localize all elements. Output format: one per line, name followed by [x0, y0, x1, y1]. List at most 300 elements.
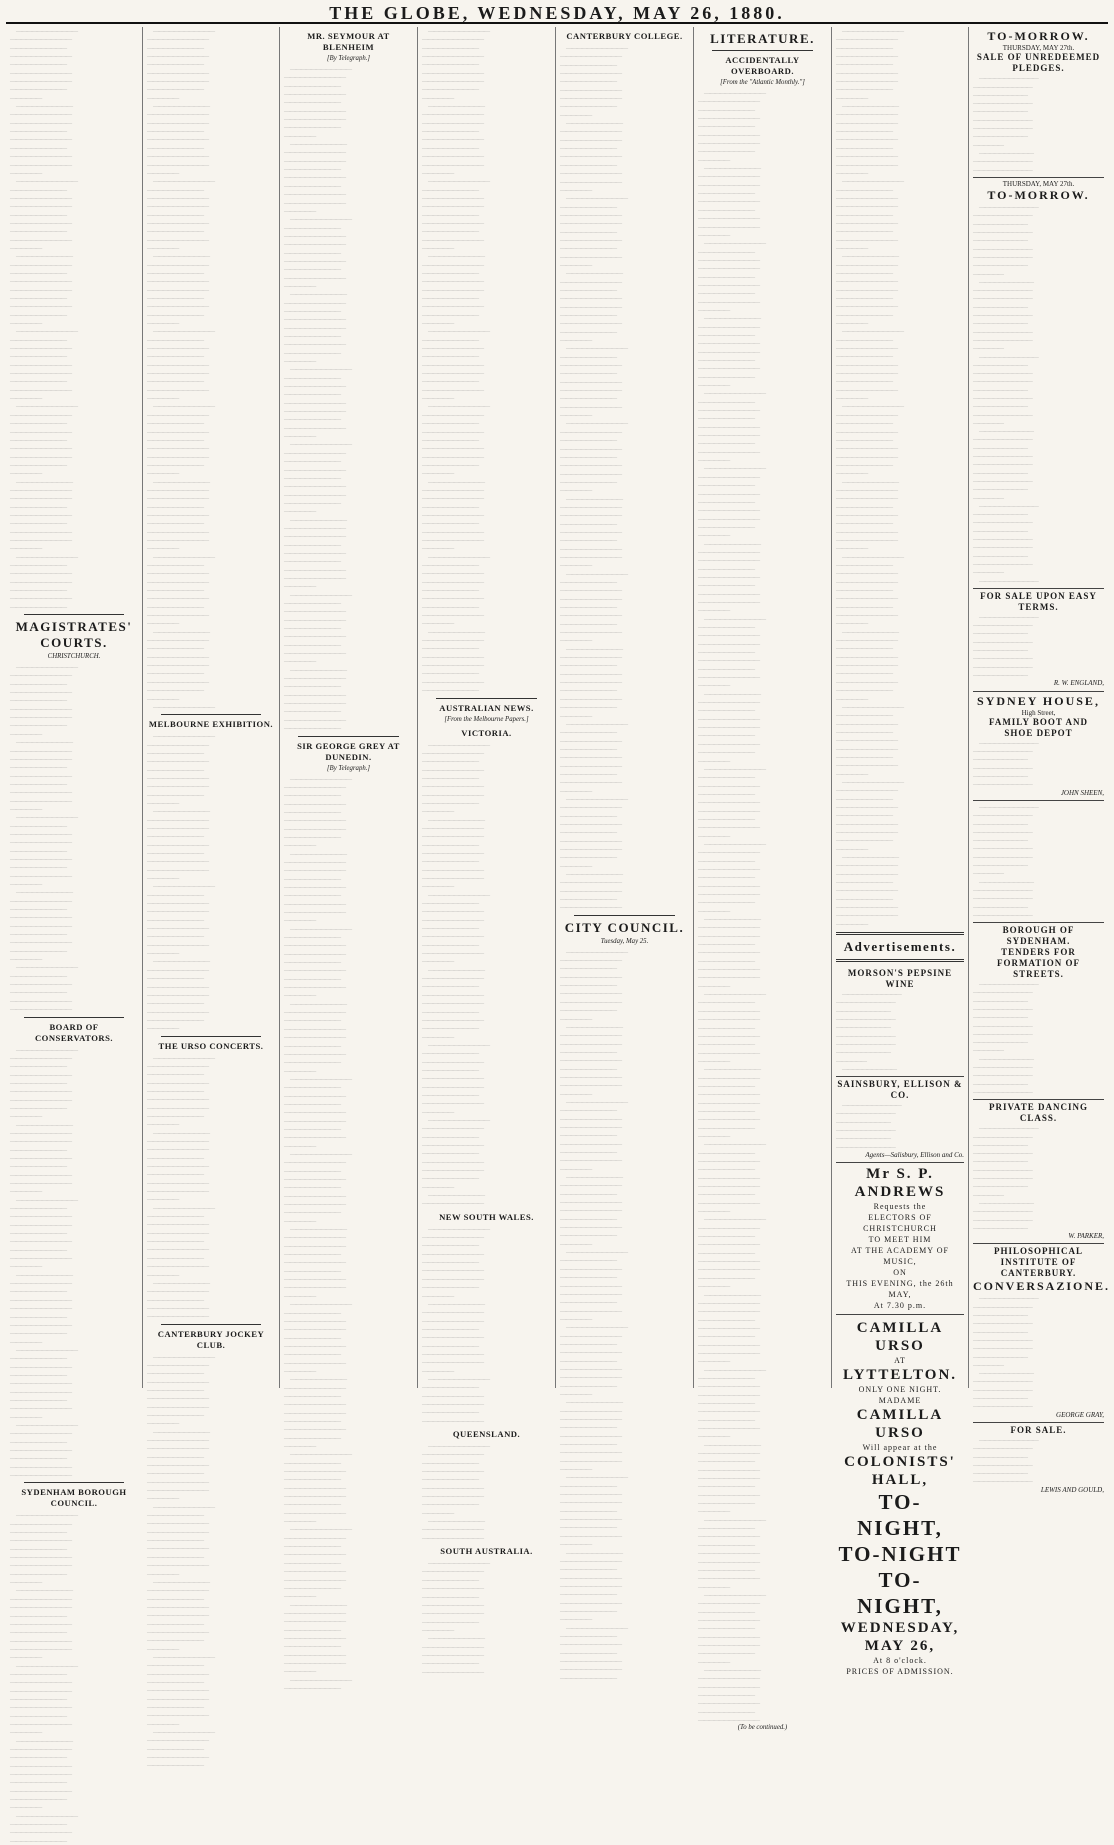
text-line: ———————————— — [153, 1728, 213, 1737]
column-text — [422, 1225, 551, 1425]
text-line: ——————————— — [147, 1552, 202, 1561]
ad-title: FOR SALE. — [1010, 1424, 1067, 1435]
text-line: ———————————— — [290, 440, 350, 449]
text-line: ———————————— — [10, 671, 70, 680]
text-line: ——————————— — [836, 878, 891, 887]
text-line: ———————————— — [428, 890, 488, 899]
text-line: ——————————— — [560, 1590, 615, 1599]
text-line: ———————————— — [973, 335, 1031, 344]
text-line: ———————————— — [10, 35, 70, 44]
text-line: ——————————— — [698, 105, 753, 114]
text-line: ——————————— — [16, 1120, 71, 1129]
text-line: ——————————— — [10, 185, 65, 194]
text-line: ———————————— — [10, 1686, 70, 1695]
text-line: ——————————— — [560, 519, 615, 528]
ad-signature: LEWIS AND GOULD, — [1040, 1485, 1104, 1494]
text-line: ———————————— — [147, 1245, 207, 1254]
text-line: ———————————— — [560, 1114, 620, 1123]
text-line: ——————————— — [147, 602, 202, 611]
text-line: ———————————— — [147, 569, 207, 578]
text-line: ——————————— — [147, 1410, 202, 1419]
text-line: —————— — [836, 93, 866, 102]
text-line: ———————————— — [10, 1678, 70, 1687]
text-line: ———————————— — [698, 848, 758, 857]
text-line: —————— — [560, 636, 590, 645]
text-line: ———————————— — [147, 277, 207, 286]
text-line: ———————————— — [973, 452, 1031, 461]
text-line: ———————————— — [560, 694, 620, 703]
text-line: ———————————— — [560, 1364, 620, 1373]
text-line: ——————————— — [147, 1536, 202, 1545]
text-line: ———————————— — [698, 931, 758, 940]
text-line: ———————————— — [422, 1467, 482, 1476]
text-line: ———————————— — [698, 280, 758, 289]
text-line: ———————————— — [10, 444, 70, 453]
text-line: ———————————— — [560, 1598, 620, 1607]
text-line: ——————————— — [698, 1607, 753, 1616]
text-line: ——————————— — [560, 769, 615, 778]
text-line: ——————————— — [973, 819, 1026, 828]
text-line: ——————————— — [698, 1499, 753, 1508]
text-line: ———————————— — [10, 1404, 70, 1413]
text-line: ———————————— — [284, 690, 344, 699]
text-line: ———————————— — [153, 27, 213, 35]
text-line: ———————————— — [10, 938, 70, 947]
text-line: —————— — [560, 110, 590, 119]
text-line: ———————————— — [979, 612, 1037, 621]
section-heading: BOARD OF CONSERVATORS. — [34, 1021, 114, 1043]
text-line: ———————————— — [147, 677, 207, 686]
text-line: ———————————— — [147, 1262, 207, 1271]
text-line: ——————————— — [147, 832, 202, 841]
text-line: ———————————— — [836, 527, 896, 536]
text-line: ———————————— — [284, 1383, 344, 1392]
text-line: ———————————— — [836, 786, 896, 795]
text-line: ———————————— — [147, 135, 207, 144]
text-line: ———————————— — [284, 1508, 344, 1517]
text-line: —————— — [698, 1131, 728, 1140]
text-line: ———————————— — [284, 674, 344, 683]
text-line: ——————————— — [698, 1707, 753, 1716]
text-line: —————— — [560, 711, 590, 720]
text-line: ——————————— — [147, 43, 202, 52]
ad-title: SAINSBURY, ELLISON & CO. — [837, 1079, 963, 1101]
text-line: ——————————— — [10, 1836, 65, 1845]
text-line: —————— — [698, 1357, 728, 1366]
text-line: ———————————— — [560, 736, 620, 745]
text-line: ——————————— — [147, 586, 202, 595]
text-line: ———————————— — [560, 1056, 620, 1065]
text-line: ———————————— — [698, 1474, 758, 1483]
text-line: ——————————— — [16, 1270, 71, 1279]
text-line: —————— — [10, 1412, 40, 1421]
text-line: ——————————— — [422, 85, 477, 94]
text-line: ———————————— — [698, 823, 758, 832]
text-line: ———————————— — [973, 1029, 1031, 1038]
text-line: ———————————— — [10, 77, 70, 86]
text-line: ———————————— — [422, 652, 482, 661]
text-line: ——————————— — [560, 1523, 615, 1532]
text-line: ———————————— — [284, 1116, 344, 1125]
text-line: ———————————— — [147, 1007, 207, 1016]
text-line: ———————————— — [842, 552, 902, 561]
text-line: —————— — [284, 841, 314, 850]
text-line: ———————————— — [422, 577, 482, 586]
text-line: ———————————— — [698, 1640, 758, 1649]
text-line: ——————————— — [284, 807, 339, 816]
text-line: ——————————— — [147, 1237, 202, 1246]
text-line: ——————————— — [284, 306, 339, 315]
text-line: ———————————— — [284, 1283, 344, 1292]
text-line: —————— — [147, 874, 177, 883]
text-line: ———————————— — [560, 1281, 620, 1290]
column-6 — [694, 27, 832, 1732]
text-line: ———————————— — [560, 761, 620, 770]
text-line: ———————————— — [147, 1686, 207, 1695]
text-line: ———————————— — [698, 1424, 758, 1432]
text-line: ——————————— — [698, 581, 753, 590]
text-line: ——————————— — [147, 1015, 202, 1024]
text-line: —————— — [973, 1190, 1002, 1199]
text-line: ———————————— — [836, 869, 896, 878]
text-line: ——————————— — [153, 1577, 208, 1586]
ad-title: MORSON'S PEPSINE WINE — [847, 968, 953, 990]
ad-line: TO MEET HIM — [868, 1235, 932, 1245]
text-line: ———————————— — [566, 1473, 626, 1482]
text-line: ——————————— — [836, 794, 891, 803]
text-line: ——————————— — [10, 268, 65, 277]
text-line: ——————————— — [153, 1427, 208, 1436]
section-subheading: CHRISTCHURCH. — [47, 653, 101, 661]
text-line: ——————————— — [147, 419, 202, 428]
text-line: ———————————— — [147, 202, 207, 211]
text-line: ——————————— — [566, 269, 621, 278]
text-line: ———————————— — [973, 1477, 1031, 1486]
text-line: ———————————— — [147, 444, 207, 453]
text-line: ———————————— — [698, 1098, 758, 1107]
text-line: ———————————— — [10, 1070, 70, 1079]
text-line: ——————————— — [284, 1683, 339, 1692]
text-line: ———————————— — [284, 1408, 344, 1417]
text-line: ———————————— — [698, 114, 758, 123]
text-line: ——————————— — [842, 252, 897, 261]
ad-title: LYTTELTON. — [842, 1367, 958, 1384]
text-line: ——————————— — [10, 561, 65, 569]
text-line: ———————————— — [566, 419, 626, 428]
text-line: ———————————— — [147, 773, 207, 782]
text-line: —————— — [147, 469, 177, 478]
ad-text — [973, 1294, 1104, 1410]
text-line: ——————————— — [698, 1524, 753, 1533]
text-line: ———————————— — [284, 1567, 344, 1576]
divider — [436, 698, 537, 699]
text-line: —————— — [836, 619, 866, 628]
text-line: ———————————— — [284, 1316, 344, 1325]
text-line: —————— — [284, 1517, 314, 1526]
text-line: ——————————— — [290, 665, 345, 674]
text-line: ——————————— — [147, 999, 202, 1008]
text-line: ———————————— — [560, 845, 620, 853]
text-line: ———————————— — [147, 1220, 207, 1229]
text-line: ———————————— — [422, 1567, 482, 1576]
text-line: ———————————— — [698, 1348, 758, 1357]
text-line: ——————————— — [973, 1394, 1026, 1403]
text-line: ———————————— — [422, 35, 482, 44]
text-line: ——————————— — [842, 1064, 895, 1073]
text-line: ———————————— — [836, 1125, 894, 1134]
text-line: ———————————— — [147, 1544, 207, 1553]
text-line: ———————————— — [560, 52, 620, 61]
text-line: ——————————— — [973, 319, 1026, 328]
text-line: ——————————— — [560, 1006, 615, 1015]
text-line: ———————————— — [284, 1483, 344, 1492]
text-line: ———————————— — [284, 949, 344, 958]
text-line: ———————————— — [422, 823, 482, 832]
text-line: ———————————— — [973, 1402, 1031, 1411]
text-line: —————— — [698, 230, 728, 239]
text-line: ———————————— — [566, 194, 626, 203]
ad-title: CONVERSAZIONE. — [973, 1279, 1111, 1294]
text-line: ——————————— — [10, 696, 65, 705]
text-line: ——————————— — [284, 1642, 339, 1651]
text-line: ——————————— — [973, 861, 1026, 870]
text-line: ——————————— — [560, 1648, 615, 1657]
text-line: ———————————— — [284, 115, 344, 124]
text-line: ———————————— — [290, 1149, 350, 1158]
text-line: ——————————— — [10, 1312, 65, 1321]
text-line: ———————————— — [153, 882, 213, 891]
text-line: ——————————— — [10, 779, 65, 788]
divider — [24, 614, 124, 615]
text-line: ——————————— — [836, 185, 891, 194]
text-line: ——————————— — [560, 285, 615, 294]
text-line: ———————————— — [698, 172, 758, 181]
text-line: ———————————— — [836, 1015, 894, 1024]
text-line: ———————————— — [153, 1053, 213, 1062]
text-line: —————— — [147, 1024, 177, 1033]
text-line: ——————————— — [973, 468, 1026, 477]
text-line: ——————————— — [979, 877, 1032, 886]
text-line: ———————————— — [147, 965, 207, 974]
text-line: ——————————— — [147, 1086, 202, 1095]
text-line: ———————————— — [698, 739, 758, 748]
text-line: ———————————— — [10, 118, 70, 127]
text-line: ———————————— — [698, 973, 758, 982]
text-line: ——————————— — [698, 748, 753, 757]
text-line: ———————————— — [10, 1603, 70, 1612]
text-line: ——————————— — [560, 1214, 615, 1223]
text-line: ——————————— — [10, 679, 65, 688]
ad-title: SALE OF UNREDEEMED PLEDGES. — [976, 52, 1101, 74]
text-line: ———————————— — [284, 1608, 344, 1617]
text-line: ———————————— — [560, 1656, 620, 1665]
text-line: —————— — [422, 1182, 452, 1191]
text-line: ——————————— — [422, 940, 477, 949]
text-line: ———————————— — [422, 152, 482, 161]
text-line: ———————————— — [147, 1162, 207, 1171]
ad-title: PRIVATE DANCING CLASS. — [989, 1102, 1088, 1124]
text-line: ———————————— — [284, 565, 344, 574]
text-line: ——————————— — [10, 863, 65, 872]
text-line: ———————————— — [979, 1294, 1037, 1303]
text-line: ——————————— — [560, 1506, 615, 1515]
text-line: ——————————— — [698, 189, 753, 198]
text-line: ———————————— — [560, 1373, 620, 1382]
text-line: ———————————— — [284, 448, 344, 457]
text-line: ——————————— — [836, 519, 891, 528]
text-line: ———————————— — [147, 1694, 207, 1703]
text-line: ——————————— — [422, 1592, 477, 1601]
text-line: ———————————— — [836, 277, 896, 286]
text-line: ———————————— — [560, 611, 620, 620]
text-line: ———————————— — [147, 1303, 207, 1312]
text-line: —————— — [698, 756, 728, 765]
text-line: ———————————— — [284, 799, 344, 808]
text-line: ———————————— — [284, 340, 344, 349]
text-line: —————— — [10, 955, 40, 964]
text-line: ——————————— — [979, 427, 1032, 436]
text-line: ———————————— — [10, 285, 70, 294]
text-line: ———————————— — [153, 327, 213, 336]
column-text — [10, 1046, 138, 1480]
text-line: ———————————— — [10, 746, 70, 755]
text-line: ———————————— — [560, 997, 620, 1006]
text-line: ———————————— — [147, 857, 207, 866]
text-line: ———————————— — [10, 1320, 70, 1329]
text-line: ———————————— — [973, 327, 1031, 336]
text-line: ———————————— — [973, 1132, 1031, 1141]
text-line: ———————————— — [973, 311, 1031, 320]
text-line: ——————————— — [842, 627, 897, 636]
text-line: —————— — [422, 807, 452, 816]
text-line: ———————————— — [10, 302, 70, 311]
text-line: ———————————— — [560, 1498, 620, 1507]
text-line: ——————————— — [560, 1606, 615, 1615]
text-line: ———————————— — [973, 286, 1031, 295]
text-line: ———————————— — [10, 1471, 70, 1480]
text-line: ———————————— — [147, 1486, 207, 1495]
text-line: ———————————— — [284, 966, 344, 975]
text-line: ———————————— — [284, 1650, 344, 1659]
text-line: ——————————— — [10, 1669, 65, 1678]
column-text — [422, 1442, 551, 1542]
text-line: ——————————— — [10, 905, 65, 914]
text-line: ———————————— — [147, 899, 207, 908]
text-line: ——————————— — [560, 311, 615, 319]
section-subheading: [By Telegraph.] — [326, 764, 371, 772]
ad-title: TO-MORROW. — [987, 29, 1090, 43]
text-line: ———————————— — [16, 1195, 76, 1204]
text-line: ———————————— — [836, 444, 896, 453]
text-line: ———————————— — [422, 193, 482, 202]
text-line: —————— — [284, 507, 314, 516]
text-line: ———————————— — [560, 386, 620, 395]
text-line: ———————————— — [422, 385, 482, 394]
text-line: ———————————— — [422, 848, 482, 857]
text-line: ———————————— — [284, 632, 344, 641]
text-line: —————— — [284, 281, 314, 290]
text-line: ———————————— — [979, 576, 1037, 585]
column-text — [422, 741, 551, 1208]
text-line: ———————————— — [973, 535, 1031, 544]
text-line: ——————————— — [10, 586, 65, 595]
text-line: ———————————— — [973, 476, 1031, 485]
text-line: —————— — [836, 844, 866, 853]
text-line: ———————————— — [560, 1640, 620, 1649]
text-line: ———————————— — [566, 1623, 626, 1632]
text-line: ——————————— — [147, 60, 202, 69]
text-line: ——————————— — [284, 473, 339, 482]
text-line: —————— — [147, 798, 177, 807]
text-line: ——————————— — [422, 1617, 477, 1626]
text-line: ———————————— — [560, 1156, 620, 1165]
text-line: ———————————— — [566, 947, 626, 956]
text-line: —————— — [10, 168, 40, 177]
text-line: ———————————— — [698, 890, 758, 898]
text-line: ——————————— — [153, 627, 208, 636]
text-line: ———————————— — [10, 921, 70, 930]
page-title: THE GLOBE, WEDNESDAY, MAY 26, 1880. — [329, 2, 785, 23]
text-line: ——————————— — [973, 1182, 1026, 1191]
text-line: ———————————— — [147, 160, 207, 169]
text-line: ———————————— — [698, 422, 758, 431]
text-line: ——————————— — [147, 185, 202, 194]
text-line: ———————————— — [422, 1533, 482, 1542]
text-line: ——————————— — [560, 578, 615, 586]
text-line: ———————————— — [284, 173, 344, 182]
text-line: ——————————— — [290, 1600, 345, 1609]
text-line: ——————————— — [836, 894, 891, 903]
text-line: ———————————— — [422, 1391, 482, 1400]
text-line: ——————————— — [698, 706, 753, 715]
text-line: ———————————— — [284, 816, 344, 825]
text-line: ———————————— — [147, 52, 207, 61]
text-line: —————— — [10, 544, 40, 553]
text-line: ———————————— — [422, 1584, 482, 1593]
text-line: ———————————— — [147, 193, 207, 202]
text-line: —————— — [560, 1314, 590, 1323]
text-line: ———————————— — [284, 256, 344, 265]
text-line: ———————————— — [147, 1436, 207, 1444]
text-line: —————— — [10, 1187, 40, 1196]
text-line: ——————————— — [290, 1375, 345, 1384]
text-line: ———————————— — [704, 764, 764, 773]
text-line: ———————————— — [560, 1039, 620, 1048]
text-line: ———————————— — [284, 782, 344, 791]
column-1 — [6, 27, 143, 1845]
text-line: ——————————— — [973, 1327, 1026, 1336]
text-line: ———————————— — [422, 874, 482, 882]
text-line: ——————————— — [836, 85, 891, 94]
text-line: ———————————— — [973, 410, 1031, 419]
text-line: ——————————— — [836, 669, 891, 678]
ad-signature: W. PARKER, — [1068, 1232, 1104, 1241]
text-line: ———————————— — [698, 1557, 758, 1566]
text-line: ———————————— — [10, 410, 70, 419]
text-line: ——————————— — [147, 849, 202, 857]
text-line: ———————————— — [422, 1609, 482, 1618]
text-line: ———————————— — [147, 907, 207, 916]
text-line: ———————————— — [10, 1770, 70, 1779]
text-line: ———————————— — [16, 663, 76, 672]
text-line: ———————————— — [704, 1365, 764, 1374]
text-line: ——————————— — [10, 1711, 65, 1720]
text-line: ———————————— — [698, 1449, 758, 1458]
text-line: ———————————— — [10, 577, 70, 586]
text-line: ———————————— — [428, 1115, 488, 1124]
text-line: ———————————— — [842, 27, 902, 35]
text-line: ———————————— — [147, 1519, 207, 1528]
